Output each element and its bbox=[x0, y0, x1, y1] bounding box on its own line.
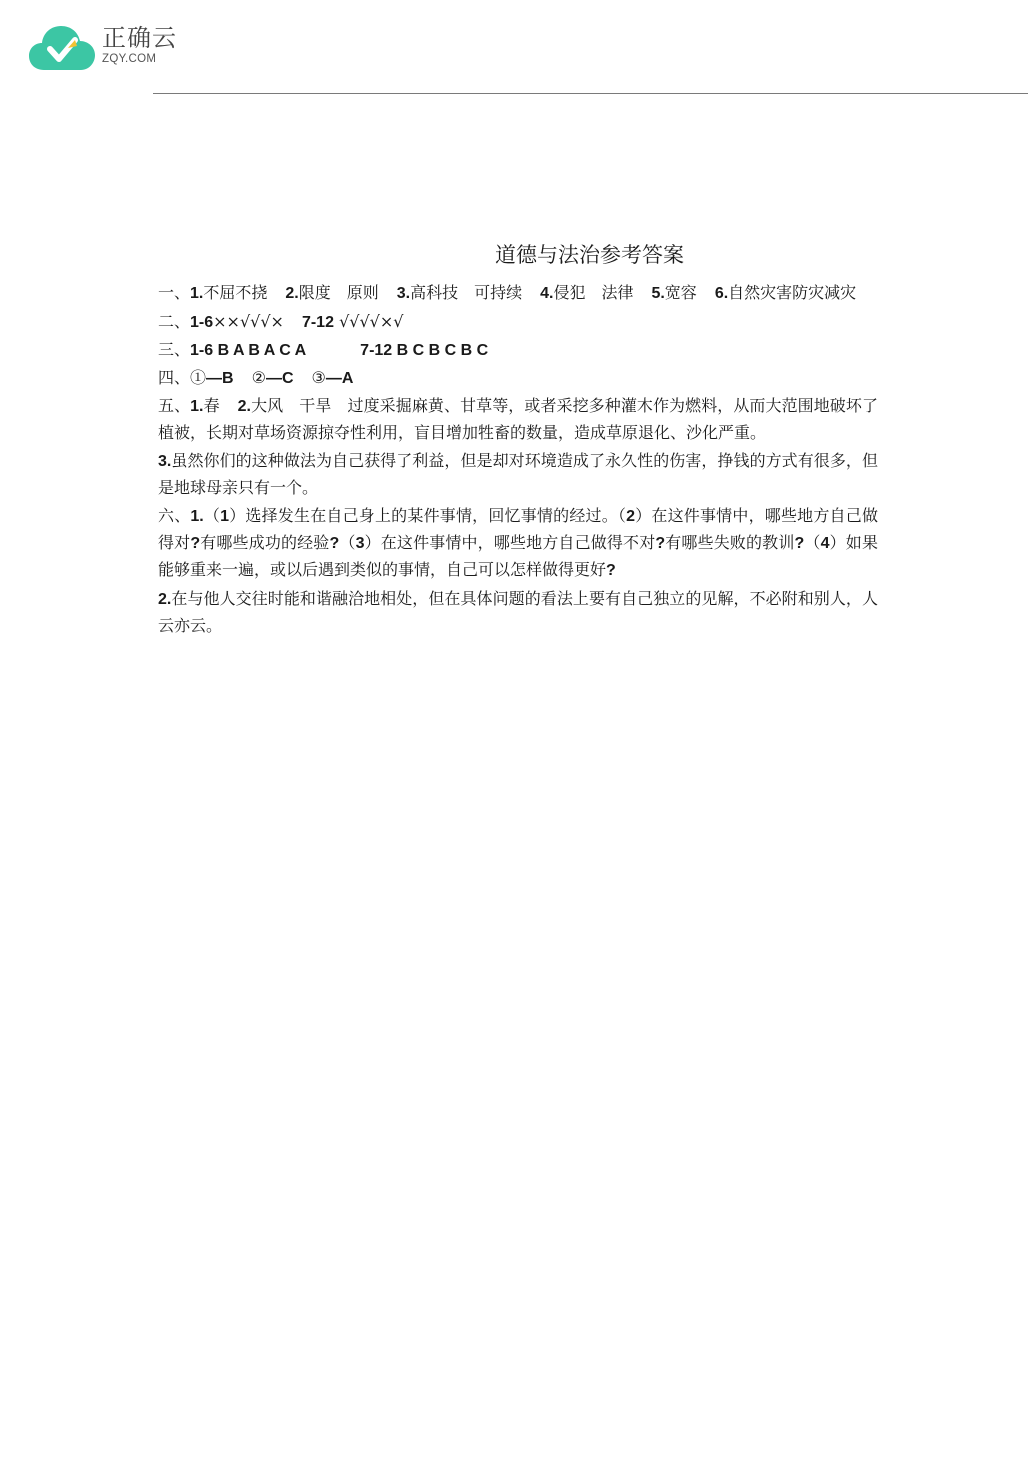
q2-number: 2. bbox=[285, 285, 299, 302]
s5-q2-answer: 大风 干旱 过度采掘麻黄、甘草等，或者采挖多种灌木作为燃料，从而大范围地破坏了植被，长期对草场资源掠夺性利用，盲目增加牲畜的数量，造成草原退化、沙化严重。 bbox=[158, 396, 878, 442]
s6-text: （ bbox=[804, 533, 821, 552]
s6-question-mark: ? bbox=[606, 562, 616, 579]
s6-text: （ bbox=[203, 506, 221, 525]
s6-question-mark: ? bbox=[329, 535, 340, 552]
section-2-answers bbox=[158, 309, 878, 336]
s6-text: ）在这件事情中，哪些地方自己做得不对 bbox=[364, 533, 656, 552]
range-1-6: 1-6 bbox=[190, 314, 214, 331]
s5-q3-answer: 虽然你们的这种做法为自己获得了利益，但是却对环境造成了永久性的伤害，挣钱的方式有很多，但是地球母亲只有一个。 bbox=[158, 451, 878, 497]
s6-step-1: 1 bbox=[220, 508, 230, 525]
answers-7-12: √√√√×√ bbox=[339, 312, 404, 331]
section-4-answers bbox=[158, 365, 878, 392]
match-2-answer: —C bbox=[265, 370, 294, 387]
s6-step-3: 3 bbox=[355, 535, 365, 552]
page-header bbox=[28, 20, 1028, 100]
section-3-prefix: 三、 bbox=[158, 340, 191, 359]
s6-text: ）在这件事情中，哪些地方自己做得对 bbox=[158, 506, 878, 552]
header-divider bbox=[153, 93, 1028, 94]
s6-text: （ bbox=[339, 533, 356, 552]
s6-q2-answer: 在与他人交往时能和谐融洽地相处，但在具体问题的看法上要有自己独立的见解，不必附和别人，人云亦云。 bbox=[158, 589, 878, 635]
s6-step-4: 4 bbox=[820, 535, 830, 552]
s6-question-mark: ? bbox=[794, 535, 805, 552]
s5-q1-number: 1. bbox=[190, 398, 204, 415]
section-6-prefix: 六、 bbox=[158, 506, 191, 525]
q1-answer: 不屈不挠 bbox=[203, 283, 268, 302]
s6-text: 有哪些成功的经验 bbox=[200, 533, 330, 552]
section-6-q2 bbox=[158, 586, 878, 639]
section-3-answers bbox=[158, 337, 878, 364]
choices-7-12: 7-12 B C B C B C bbox=[360, 342, 489, 359]
q2-answer: 限度 原则 bbox=[298, 283, 379, 302]
logo-domain: ZQY.COM bbox=[102, 53, 157, 65]
match-3-label: ③ bbox=[311, 368, 326, 387]
cloud-check-icon bbox=[28, 22, 96, 72]
s6-step-2: 2 bbox=[626, 508, 636, 525]
s6-q2-number: 2. bbox=[158, 591, 172, 608]
logo-chinese-name: 正确云 bbox=[102, 24, 177, 52]
q5-number: 5. bbox=[651, 285, 665, 302]
range-7-12: 7-12 bbox=[301, 314, 334, 331]
s6-text: ）选择发生在自己身上的某件事情，回忆事情的经过。（ bbox=[229, 506, 627, 525]
q4-answer: 侵犯 法律 bbox=[553, 283, 634, 302]
s6-q1-number: 1. bbox=[190, 508, 204, 525]
zqy-logo[interactable] bbox=[28, 20, 188, 76]
s5-q3-number: 3. bbox=[158, 453, 172, 470]
match-1-answer: —B bbox=[206, 370, 234, 387]
logo-text bbox=[102, 24, 177, 66]
section-6-q1 bbox=[158, 503, 878, 584]
section-5-answers bbox=[158, 393, 878, 446]
q5-answer: 宽容 bbox=[664, 283, 697, 302]
match-1-label: ① bbox=[190, 368, 207, 387]
q1-number: 1. bbox=[190, 285, 204, 302]
s6-question-mark: ? bbox=[190, 535, 201, 552]
answers-1-6: ××√√√× bbox=[213, 312, 284, 331]
s6-text: 有哪些失败的教训 bbox=[665, 533, 795, 552]
match-2-label: ② bbox=[251, 368, 266, 387]
section-2-prefix: 二、 bbox=[158, 312, 191, 331]
q6-answer: 自然灾害防灾减灾 bbox=[728, 283, 857, 302]
q6-number: 6. bbox=[714, 285, 729, 302]
answer-document bbox=[158, 238, 878, 641]
s5-q1-answer: 春 bbox=[203, 396, 220, 415]
section-5-q3 bbox=[158, 448, 878, 501]
section-1-prefix: 一、 bbox=[158, 283, 191, 302]
choices-1-6: 1-6 B A B A C A bbox=[190, 342, 307, 359]
section-1-answers bbox=[158, 280, 878, 307]
match-3-answer: —A bbox=[325, 370, 354, 387]
s5-q2-number: 2. bbox=[237, 398, 251, 415]
q3-answer: 高科技 可持续 bbox=[410, 283, 523, 302]
q4-number: 4. bbox=[540, 285, 554, 302]
section-5-prefix: 五、 bbox=[158, 396, 191, 415]
document-title: 道德与法治参考答案 bbox=[495, 243, 684, 267]
q3-number: 3. bbox=[396, 285, 411, 302]
s6-text: ）如果能够重来一遍，或以后遇到类似的事情，自己可以怎样做得更好 bbox=[158, 533, 878, 579]
section-4-prefix: 四、 bbox=[158, 368, 191, 387]
s6-question-mark: ? bbox=[655, 535, 666, 552]
